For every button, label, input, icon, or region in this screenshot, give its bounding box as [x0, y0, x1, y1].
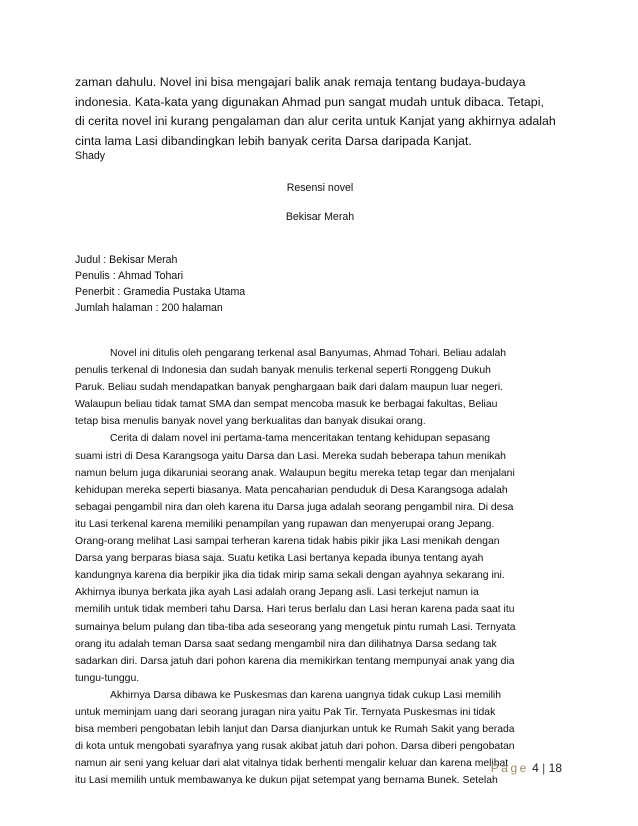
book-info-publisher: Penerbit : Gramedia Pustaka Utama [75, 286, 246, 298]
book-info-pages: Jumlah halaman : 200 halaman [75, 302, 223, 314]
body-line: orang itu adalah teman Darsa saat sedang mengambil nira dan dilihatnya Darsa sedang tak [75, 638, 497, 650]
body-line: Novel ini ditulis oleh pengarang terkenal asal Banyumas, Ahmad Tohari. Beliau adalah [110, 348, 507, 359]
body-line: Darsa yang berparas biasa saja. Suatu ketika Lasi bertanya kepada ibunya tentang ayah [75, 553, 484, 565]
book-title: Bekisar Merah [285, 211, 355, 223]
body-line: Walaupun beliau tidak tamat SMA dan sempat mencoba masuk ke berbagai fakultas, Beliau [75, 399, 498, 411]
body-line: itu Lasi terkenal karena memiliki penampilan yang rupawan dan menyerupai orang Jepang. [75, 518, 495, 530]
intro-line: indonesia. Kata-kata yang digunakan Ahmad pun sangat mudah untuk dibaca. Tetapi, [75, 94, 544, 109]
body-line: namun belum juga dikaruniai seorang anak. Walaupun begitu mereka tetap tegar dan menjalani [75, 467, 515, 479]
body-line: namun air seni yang keluar dari alat vitalnya tidak berhenti mengalir keluar dan karena melihat [75, 758, 509, 770]
page-total: 18 [548, 761, 562, 775]
body-line: Paruk. Beliau sudah mendapatkan banyak penghargaan baik dari dalam maupun luar negeri. [75, 382, 504, 394]
body-line: suami istri di Desa Karangsoga yaitu Darsa dan Lasi. Mereka sudah beberapa tahun menikah [75, 450, 506, 462]
author-signature: Shady [75, 150, 106, 162]
page-number: 4 [532, 761, 539, 775]
body-line: kandungnya karena dia berpikir jika dia tidak mirip sama sekali dengan ayahnya sekarang ini. [75, 570, 505, 582]
intro-paragraph [75, 73, 575, 151]
body-line: Akhirnya Darsa dibawa ke Puskesmas dan karena uangnya tidak cukup Lasi memilih [110, 689, 502, 701]
body-line: Cerita di dalam novel ini pertama-tama menceritakan tentang kehidupan sepasang [110, 433, 491, 445]
intro-line: cinta lama Lasi dibandingkan lebih banyak cerita Darsa daripada Kanjat. [75, 133, 472, 148]
body-line: memilih untuk tidak memberi tahu Darsa. Hari terus berlalu dan Lasi heran karena pada saat itu [75, 604, 515, 616]
body-line: tungu-tunggu. [75, 672, 140, 684]
book-info-author: Penulis : Ahmad Tohari [75, 270, 184, 282]
intro-line: zaman dahulu. Novel ini bisa mengajari balik anak remaja tentang budaya-budaya [75, 75, 526, 89]
intro-line: di cerita novel ini kurang pengalaman dan alur cerita untuk Kanjat yang akhirnya adalah [75, 114, 556, 128]
body-line: Orang-orang melihat Lasi sampai terheran karena tidak habis pikir jika Lasi menikah dengan [75, 536, 500, 548]
body-line: sebagai pengambil nira dan oleh karena itu Darsa juga adalah seorang pengambil nira. Di desa [75, 501, 514, 513]
review-body [75, 345, 575, 789]
body-line: tetap bisa menulis banyak novel yang berkualitas dan banyak disukai orang. [75, 416, 426, 428]
page-footer [470, 760, 562, 776]
body-line: sadarkan diri. Darsa jatuh dari pohon karena dia memikirkan tentang mempunyai anak yang dia [75, 655, 515, 667]
body-line: di kota untuk mengobati syarafnya yang rusak akibat jatuh dari pohon. Darsa diberi pengobatan [75, 741, 515, 753]
body-line: untuk meminjam uang dari seorang juragan nira yaitu Pak Tir. Ternyata Puskesmas ini tidak [75, 706, 496, 718]
body-line: penulis terkenal di Indonesia dan sudah banyak menulis terkenal seperti Ronggeng Dukuh [75, 365, 491, 377]
body-line: Akhirnya ibunya berkata jika ayah Lasi adalah orang Jepang asli. Lasi terkejut namun ia [75, 587, 479, 599]
body-line: sumainya belum pulang dan tiba-tiba ada seseorang yang mengetuk pintu rumah Lasi. Ternyata [75, 621, 516, 633]
page-label: Page [490, 761, 529, 775]
book-info [75, 252, 245, 316]
body-line: itu Lasi memilih untuk membawanya ke dukun pijat setempat yang bernama Bunek. Setelah [75, 775, 498, 787]
page-separator: | [542, 761, 546, 775]
book-info-title: Judul : Bekisar Merah [75, 254, 178, 266]
body-line: bisa memberi pengobatan lebih lanjut dan Darsa dianjurkan untuk ke Rumah Sakit yang berada [75, 724, 515, 736]
review-heading: Resensi novel [286, 182, 354, 194]
body-line: kehidupan mereka seperti biasanya. Mata pencaharian penduduk di Desa Karangsoga adalah [75, 484, 508, 496]
